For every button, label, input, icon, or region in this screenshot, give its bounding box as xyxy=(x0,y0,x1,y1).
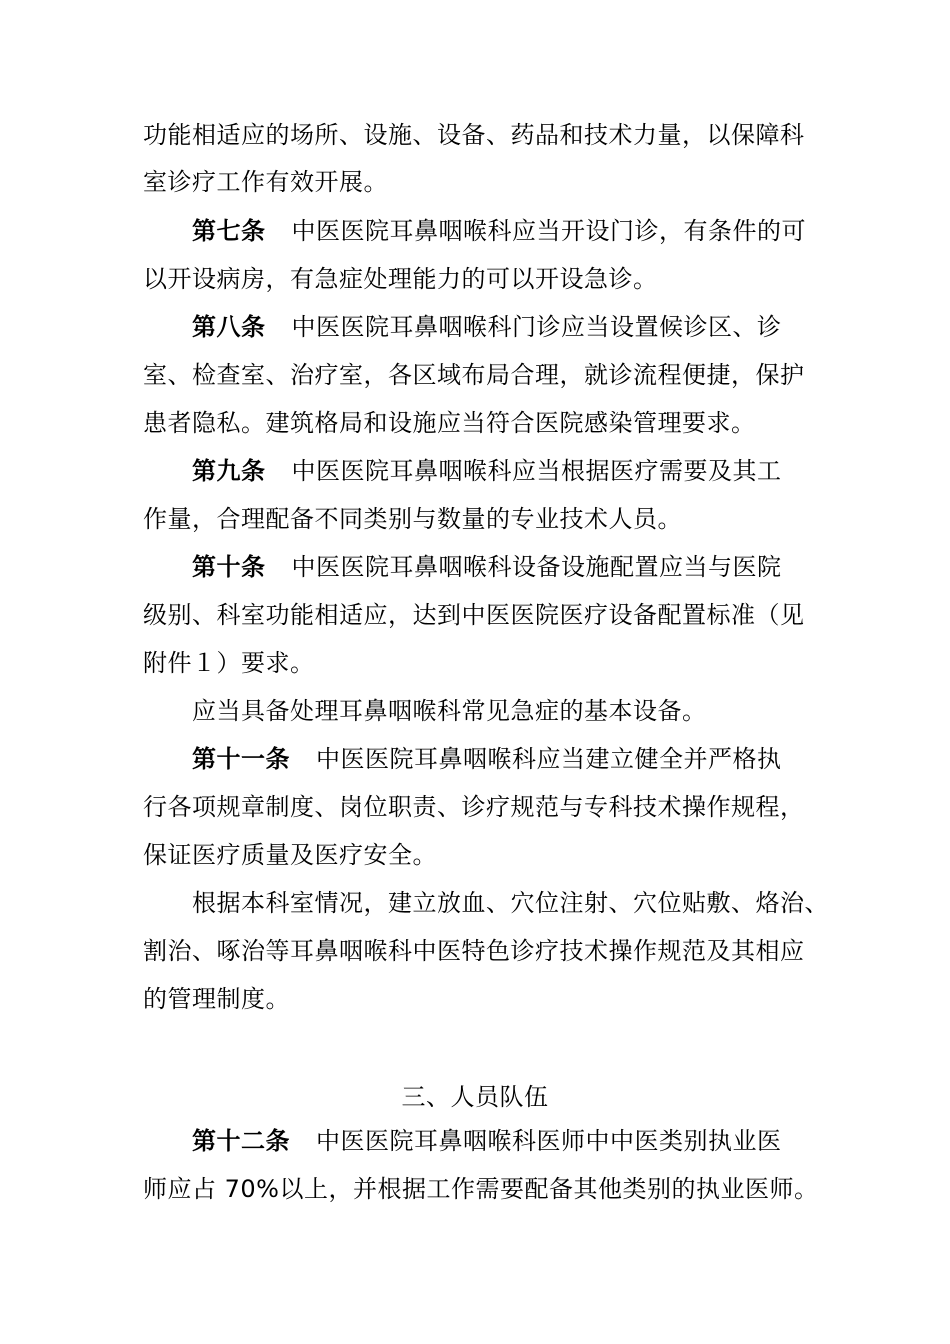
paragraph-line xyxy=(143,840,437,870)
line-text: 行各项规章制度、岗位职责、诊疗规范与专科技术操作规程， xyxy=(143,793,805,821)
line-text: 的管理制度。 xyxy=(143,985,290,1013)
article-heading: 第十条 xyxy=(192,553,266,581)
article-7-line xyxy=(192,216,806,246)
article-heading: 第七条 xyxy=(192,217,266,245)
article-12-line xyxy=(192,1126,782,1156)
article-9-line xyxy=(192,456,782,486)
paragraph-line xyxy=(143,648,315,678)
article-heading: 第十二条 xyxy=(192,1127,290,1155)
line-text: 保证医疗质量及医疗安全。 xyxy=(143,841,437,869)
line-text: 患者隐私。建筑格局和设施应当符合医院感染管理要求。 xyxy=(143,409,756,437)
line-text: 以开设病房，有急症处理能力的可以开设急诊。 xyxy=(143,265,658,293)
paragraph-line xyxy=(143,984,290,1014)
line-text: 附件１）要求。 xyxy=(143,649,315,677)
section-title: 三、人员队伍 xyxy=(401,1083,549,1111)
paragraph-line xyxy=(143,1174,818,1204)
section-heading xyxy=(0,1082,950,1112)
line-text: 功能相适应的场所、设施、设备、药品和技术力量，以保障科 xyxy=(143,121,805,149)
line-text: 室、检查室、治疗室，各区域布局合理，就诊流程便捷，保护 xyxy=(143,361,805,389)
line-text: 割治、啄治等耳鼻咽喉科中医特色诊疗技术操作规范及其相应 xyxy=(143,937,805,965)
line-text: 中医医院耳鼻咽喉科设备设施配置应当与医院 xyxy=(291,553,782,581)
article-10-line xyxy=(192,552,782,582)
line-text: 中医医院耳鼻咽喉科应当建立健全并严格执 xyxy=(316,745,782,773)
line-text: 室诊疗工作有效开展。 xyxy=(143,168,388,196)
paragraph-line xyxy=(143,504,682,534)
paragraph-line xyxy=(143,600,805,630)
paragraph-line xyxy=(143,360,805,390)
paragraph-line xyxy=(192,696,707,726)
line-text: 中医医院耳鼻咽喉科医师中中医类别执业医 xyxy=(316,1127,782,1155)
line-text: 级别、科室功能相适应，达到中医医院医疗设备配置标准（见 xyxy=(143,601,805,629)
article-11-line xyxy=(192,744,782,774)
paragraph-line xyxy=(143,264,658,294)
line-text: 作量，合理配备不同类别与数量的专业技术人员。 xyxy=(143,505,682,533)
paragraph-line xyxy=(143,167,388,197)
line-text: 中医医院耳鼻咽喉科应当根据医疗需要及其工 xyxy=(291,457,782,485)
article-heading: 第九条 xyxy=(192,457,266,485)
paragraph-line xyxy=(192,888,829,918)
line-text: 根据本科室情况，建立放血、穴位注射、穴位贴敷、烙治、 xyxy=(192,889,829,917)
paragraph-line xyxy=(143,408,756,438)
line-text: 师应占 70%以上，并根据工作需要配备其他类别的执业医师。 xyxy=(143,1175,819,1203)
paragraph-line xyxy=(143,120,805,150)
article-8-line xyxy=(192,312,782,342)
article-heading: 第十一条 xyxy=(192,745,290,773)
paragraph-line xyxy=(143,792,805,822)
line-text: 中医医院耳鼻咽喉科门诊应当设置候诊区、诊 xyxy=(291,313,782,341)
line-text: 应当具备处理耳鼻咽喉科常见急症的基本设备。 xyxy=(192,697,707,725)
line-text: 中医医院耳鼻咽喉科应当开设门诊，有条件的可 xyxy=(291,217,806,245)
paragraph-line xyxy=(143,936,805,966)
article-heading: 第八条 xyxy=(192,313,266,341)
